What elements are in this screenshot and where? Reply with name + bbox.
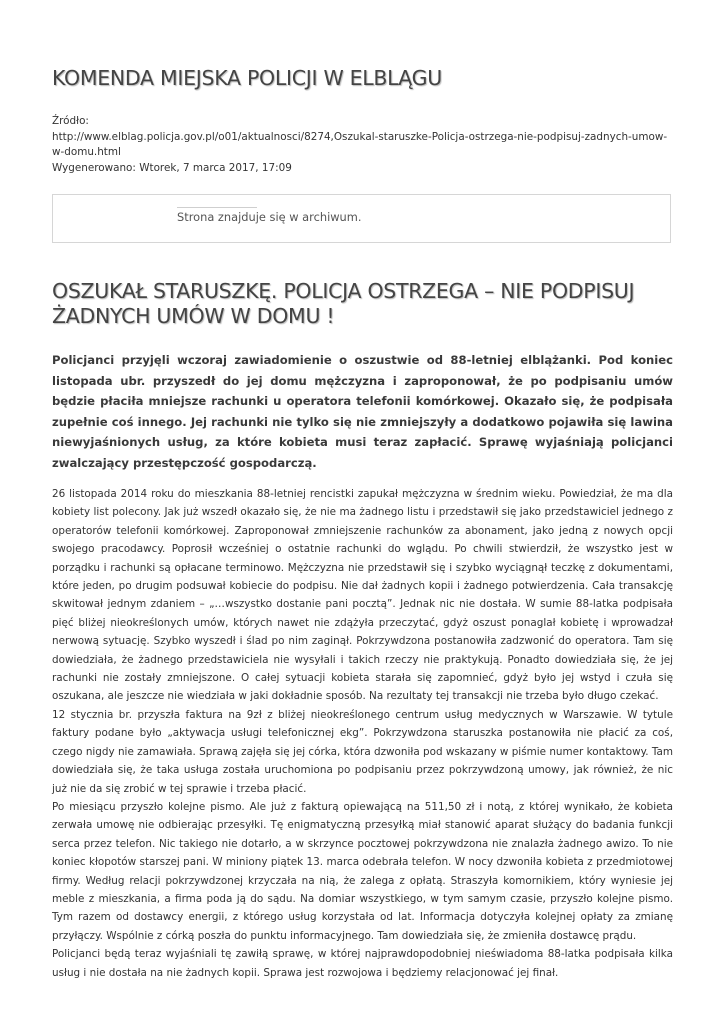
article-paragraph: Policjanci będą teraz wyjaśniali tę zawiłą sprawę, w której najprawdopodobniej nieświadoma 88-latka podpisała kilka usług i nie dostała na nie żadnych kopii. Sprawa jest rozwojowa i będziemy relacjonować jej finał.: [52, 948, 673, 979]
archive-divider: [177, 207, 257, 208]
article-body: [52, 485, 673, 982]
archive-notice: Strona znajduje się w archiwum.: [177, 210, 362, 224]
site-title: KOMENDA MIEJSKA POLICJI W ELBLĄGU: [52, 66, 442, 90]
article-paragraph: 12 stycznia br. przyszła faktura na 9zł z bliżej nieokreślonego centrum usług medycznych w Warszawie. W tytule faktury podane było „aktywacja usługi telefonicznej ekg”. Pokrzywdzona staruszka postanowiła nie płacić za coś, czego nigdy nie zamawiała. Sprawą zajęła się jej córka, która dzwoniła pod wskazany w piśmie numer kontaktowy. Tam dowiedziała się, że taka usługa została uruchomiona po podpisaniu przez pokrzywdzoną umowy, jak również, że nic już nie da się zrobić w tej sprawie i trzeba płacić.: [52, 708, 673, 795]
source-label: Źródło:: [52, 115, 89, 127]
article-paragraph: Po miesiącu przyszło kolejne pismo. Ale już z fakturą opiewającą na 511,50 zł i notą, z której wynikało, że kobieta zerwała umowę nie odbierając przesyłki. Tę enigmatyczną przesyłką miał stanowić aparat służący do badania funkcji serca przez telefon. Nic takiego nie dotarło, a w skrzynce pocztowej pokrzywdzona nie znalazła żadnego awizo. To nie koniec kłopotów starszej pani. W miniony piątek 13. marca odebrała telefon. W nocy dzwoniła kobieta z przedmiotowej firmy. Według relacji pokrzywdzonej krzyczała na nią, że zalega z opłatą. Straszyła komornikiem, który wyniesie jej meble z mieszkania, a firma poda ją do sądu. Na domiar wszystkiego, w tym samym czasie, przyszło kolejne pismo. Tym razem od dostawcy energii, z którego usług korzystała od lat. Informacja dotyczyła kolejnej opłaty za zmianę przyłączy. Wspólnie z córką poszła do punktu informacyjnego. Tam dowiedziała się, że zmieniła dostawcę prądu.: [52, 800, 673, 942]
archive-notice-box: [52, 194, 671, 243]
generated-date: Wygenerowano: Wtorek, 7 marca 2017, 17:09: [52, 161, 292, 174]
article-title: OSZUKAŁ STARUSZKĘ. POLICJA OSTRZEGA – NIE PODPISUJ ŻADNYCH UMÓW W DOMU !: [52, 279, 635, 328]
article-paragraph: 26 listopada 2014 roku do mieszkania 88-letniej rencistki zapukał mężczyzna w średnim wieku. Powiedział, że ma dla kobiety list polecony. Jak już wszedł okazało się, że nie ma żadnego listu i przedstawił się jako przedstawiciel jednego z operatorów telefonii komórkowej. Zaproponował zmniejszenie rachunków za abonament, jako jedną z nowych opcji swojego pracodawcy. Poprosił wcześniej o ostatnie rachunki do wglądu. Po chwili stwierdził, że wszystko jest w porządku i rachunki są opłacane terminowo. Mężczyzna nie przedstawił się i szybko wyciągnął teczkę z dokumentami, które jeden, po drugim podsuwał kobiecie do podpisu. Nie dał żadnych kopii i żadnego potwierdzenia. Cała transakcję skwitował jednym zdaniem – „…wszystko dostanie pani pocztą”. Jednak nic nie dostała. W sumie 88-latka podpisała pięć bliżej nieokreślonych umów, których nawet nie zdążyła przeczytać, gdyż oszust ponaglał kobietę i wprowadzał nerwową sytuację. Szybko wyszedł i ślad po nim zaginął. Pokrzywdzona postanowiła zadzwonić do operatora. Tam się dowiedziała, że żadnego przedstawiciela nie wysyłali i takich rzeczy nie praktykują. Ponadto dowiedziała się, że jej rachunki nie zostały zmniejszone. O całej sytuacji kobieta starała się zapomnieć, gdyż było jej wstyd i czuła się oszukana, ale jeszcze nie wiedziała w jaki dokładnie sposób. Na rezultaty tej transakcji nie trzeba było długo czekać.: [52, 488, 673, 703]
source-info: [52, 114, 673, 176]
article-lead: Policjanci przyjęli wczoraj zawiadomienie o oszustwie od 88-letniej elblążanki. Pod koniec listopada ubr. przyszedł do jej domu mężczyzna i zaproponował, że po podpisaniu umów będzie płaciła mniejsze rachunki u operatora telefonii komórkowej. Okazało się, że podpisała zupełnie coś innego. Jej rachunki nie tylko się nie zmniejszyły a dodatkowo pojawiła się lawina niewyjaśnionych usług, za które kobieta musi teraz zapłacić. Sprawę wyjaśniają policjanci zwalczający przestępczość gospodarczą.: [52, 353, 673, 470]
source-url: http://www.elblag.policja.gov.pl/o01/aktualnosci/8274,Oszukal-staruszke-Policja-ostrzega-nie-podpisuj-zadnych-umow-w-domu.html: [52, 130, 668, 158]
